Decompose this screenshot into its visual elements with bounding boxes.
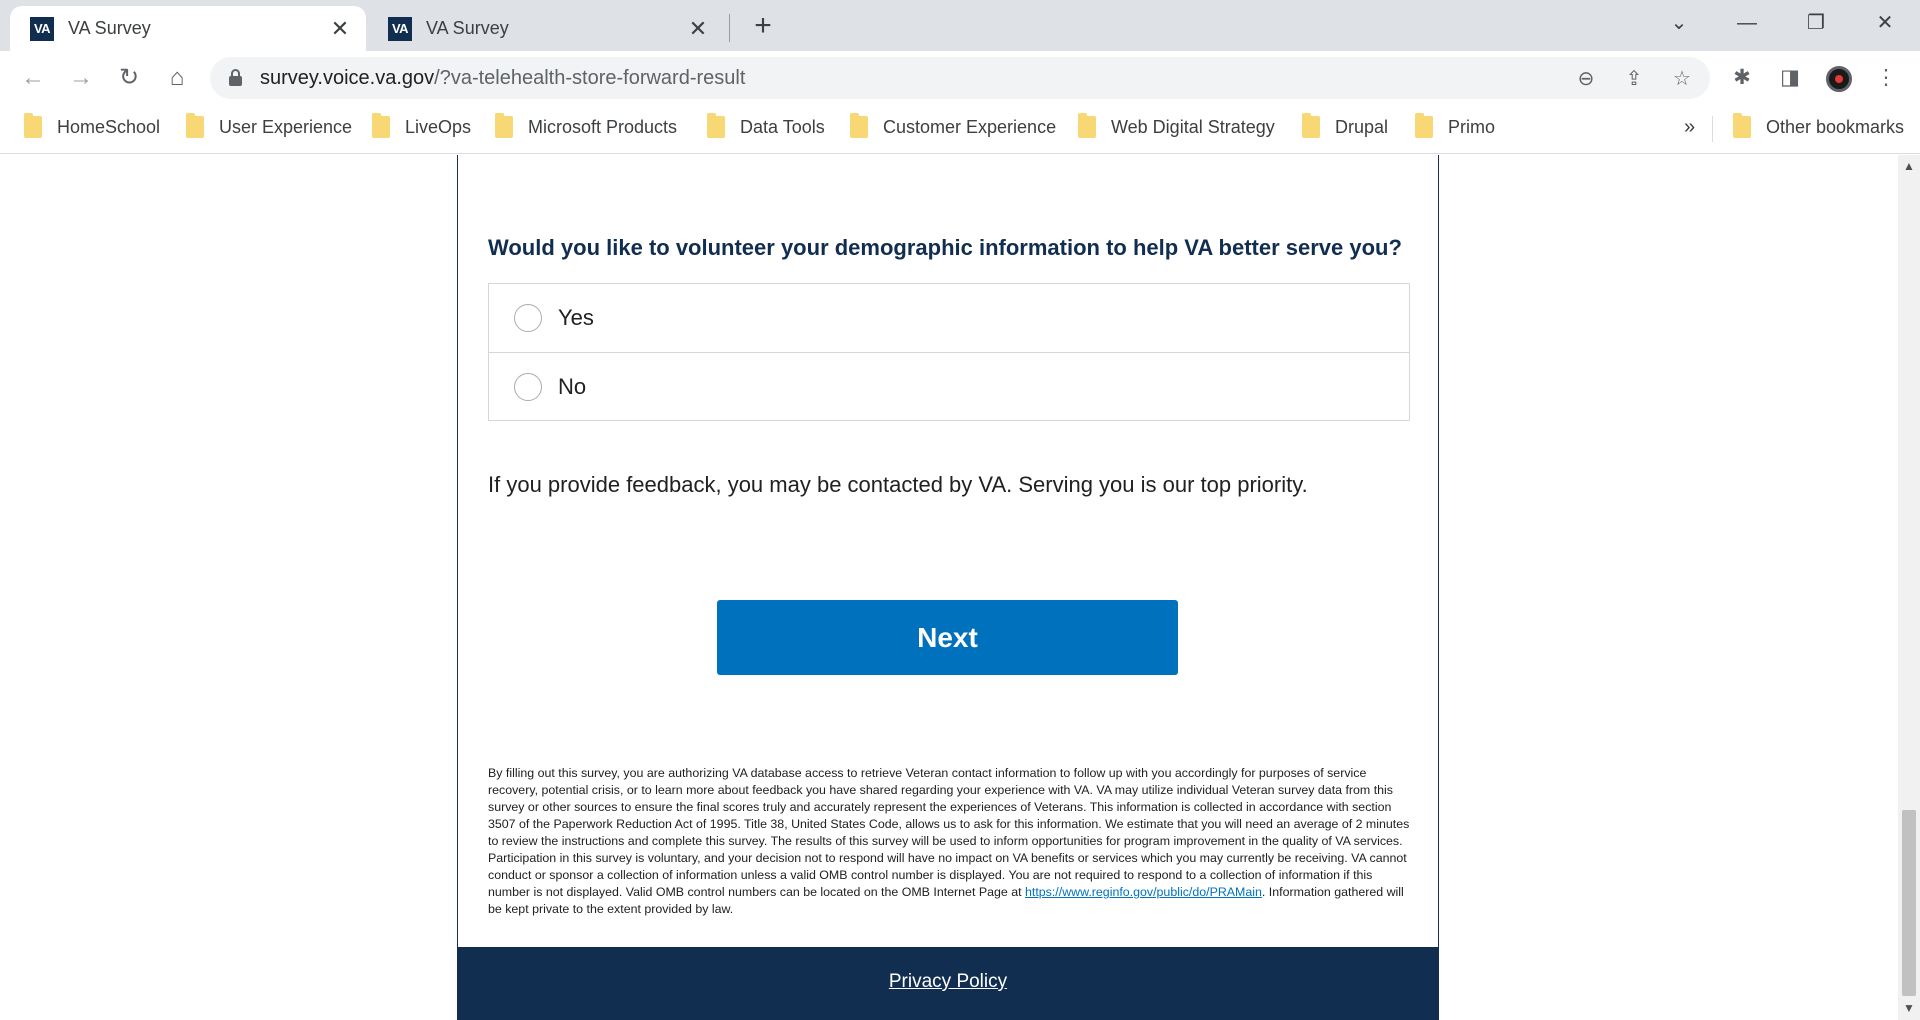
side-panel-icon[interactable]: ◨	[1780, 66, 1800, 89]
address-url[interactable]	[260, 67, 745, 90]
folder-icon	[1078, 116, 1096, 138]
privacy-policy-link[interactable]: Privacy Policy	[888, 971, 1008, 992]
bookmark-folder[interactable]	[24, 116, 160, 138]
next-button[interactable]: Next	[717, 600, 1178, 675]
tab-divider	[729, 14, 730, 42]
back-arrow-icon[interactable]: ←	[21, 64, 45, 91]
survey-card	[457, 155, 1439, 1020]
vertical-scrollbar[interactable]	[1898, 155, 1920, 1020]
folder-icon	[1415, 116, 1433, 138]
bookmark-label: Web Digital Strategy	[1111, 116, 1275, 137]
option-label: Yes	[558, 305, 594, 330]
tab-close-icon[interactable]: ✕	[330, 15, 350, 41]
zoom-icon[interactable]: ⊖	[1577, 68, 1595, 90]
radio-group	[488, 283, 1410, 421]
bookmark-folder[interactable]	[186, 116, 352, 138]
extensions-puzzle-icon[interactable]: ✱	[1733, 66, 1751, 89]
scroll-thumb[interactable]	[1902, 810, 1916, 996]
folder-icon	[495, 116, 513, 138]
option-yes[interactable]	[489, 284, 1409, 352]
bookmark-label: Data Tools	[740, 116, 825, 137]
bookmark-folder[interactable]	[372, 116, 471, 138]
close-window-button[interactable]: ✕	[1876, 12, 1894, 34]
share-icon[interactable]: ⇪	[1625, 68, 1643, 90]
folder-icon	[1302, 116, 1320, 138]
profile-avatar[interactable]	[1826, 66, 1852, 92]
address-bar[interactable]	[210, 57, 1710, 99]
scroll-up-arrow-icon[interactable]: ▲	[1903, 159, 1915, 173]
tab-close-icon[interactable]: ✕	[688, 15, 708, 41]
option-label: No	[558, 373, 587, 399]
bookmarks-bar	[0, 104, 1920, 154]
va-favicon-icon: VA	[30, 17, 54, 41]
bookmark-label: Other bookmarks	[1766, 116, 1905, 137]
tab-title: VA Survey	[426, 18, 509, 38]
bookmark-label: Customer Experience	[883, 116, 1057, 137]
tab-search-button[interactable]: ⌄	[1670, 12, 1688, 34]
bookmark-folder[interactable]	[1078, 116, 1275, 138]
bookmark-star-icon[interactable]: ☆	[1673, 68, 1691, 90]
page-footer	[458, 947, 1438, 1020]
url-host: survey.voice.va.gov	[260, 67, 435, 89]
disclaimer-tail: . Information gathered will be kept private to the extent provided by law.	[488, 885, 1404, 916]
disclaimer	[488, 765, 1410, 918]
folder-icon	[24, 116, 42, 138]
bookmark-label: Drupal	[1335, 116, 1389, 137]
tab-va-survey-active[interactable]	[10, 6, 366, 51]
menu-kebab-icon[interactable]: ⋮	[1875, 66, 1897, 89]
restore-button[interactable]: ❐	[1807, 12, 1825, 34]
forward-arrow-icon[interactable]: →	[69, 64, 93, 91]
bookmark-label: Primo	[1448, 116, 1496, 137]
home-icon[interactable]: ⌂	[169, 64, 185, 91]
radio-button-yes[interactable]	[514, 304, 542, 332]
feedback-note: If you provide feedback, you may be contacted by VA. Serving you is our top priority.	[488, 472, 1308, 497]
folder-icon	[186, 116, 204, 138]
new-tab-button[interactable]: +	[754, 9, 772, 42]
other-bookmarks-folder[interactable]	[1733, 116, 1904, 138]
va-favicon-icon: VA	[388, 17, 412, 41]
tab-title: VA Survey	[68, 18, 151, 38]
bookmark-folder[interactable]	[495, 116, 677, 138]
folder-icon	[850, 116, 868, 138]
minimize-button[interactable]: —	[1737, 12, 1757, 34]
folder-icon	[1733, 116, 1751, 138]
disclaimer-text: By filling out this survey, you are authorizing VA database access to retrieve Veteran contact information to follow up with you accordingly for purposes of service recovery, potential crisis, or to learn more about feedback you have shared regarding your experience with VA. VA may utilize individual Veteran survey data from this survey or other sources to ensure the final scores truly and accurately represent the experiences of Veterans. This information is collected in accordance with section 3507 of the Paperwork Reduction Act of 1995. Title 38, United States Code, allows us to ask for this information. We estimate that you will need an average of 2 minutes to review the instructions and complete this survey. The results of this survey will be used to inform opportunities for program improvement in the quality of VA services. Participation in this survey is voluntary, and your decision not to respond will have no impact on VA benefits or services which you may currently be receiving. VA cannot conduct or sponsor a collection of information unless a valid OMB control number is displayed. You are not required to respond to a collection of information if this number is not displayed. Valid OMB control numbers can be located on the OMB Internet Page at	[488, 766, 1410, 899]
option-no[interactable]	[489, 352, 1409, 420]
bookmark-label: User Experience	[219, 116, 353, 137]
radio-button-no[interactable]	[514, 373, 542, 401]
url-path: /?va-telehealth-store-forward-result	[434, 67, 746, 89]
folder-icon	[707, 116, 725, 138]
bookmark-folder[interactable]	[707, 116, 825, 138]
page-viewport	[0, 155, 1920, 1020]
bookmarks-overflow-button[interactable]: »	[1684, 116, 1696, 138]
reload-icon[interactable]: ↻	[118, 64, 140, 91]
bookmark-folder[interactable]	[1302, 116, 1388, 138]
question-text: Would you like to volunteer your demographic information to help VA better serve you?	[488, 235, 1402, 260]
bookmark-folder[interactable]	[1415, 116, 1495, 138]
bookmarks-divider	[1712, 116, 1713, 142]
bookmark-label: HomeSchool	[57, 116, 161, 137]
bookmark-label: Microsoft Products	[528, 116, 678, 137]
tab-va-survey-2[interactable]	[368, 6, 724, 51]
bookmark-label: LiveOps	[405, 116, 472, 137]
omb-link[interactable]: https://www.reginfo.gov/public/do/PRAMain	[1025, 885, 1262, 899]
folder-icon	[372, 116, 390, 138]
tab-strip	[0, 0, 1920, 51]
lock-icon[interactable]	[228, 69, 242, 85]
bookmark-folder[interactable]	[850, 116, 1056, 138]
scroll-down-arrow-icon[interactable]: ▼	[1903, 1001, 1915, 1015]
browser-toolbar	[0, 51, 1920, 104]
